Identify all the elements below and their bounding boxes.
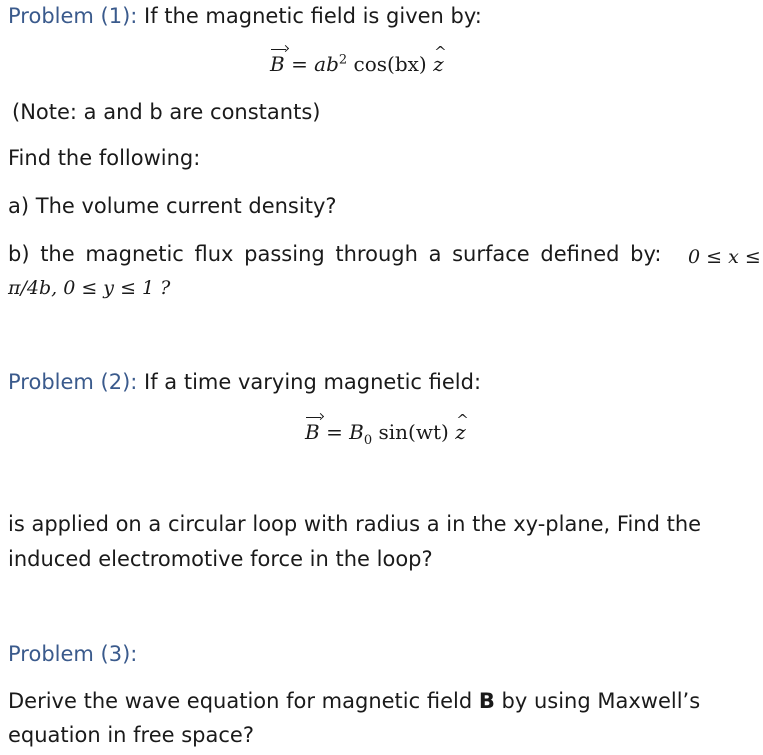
problem-3-bold-b: B [478,689,495,713]
problem-1-part-b-math1: 0 ≤ x ≤ [688,246,761,268]
problem-2-statement [8,370,481,394]
problem-1-heading: Problem (1): [8,4,138,28]
unit-vector-z: z ^ [433,52,444,76]
vector-b-symbol: B [270,52,285,76]
problem-1-equation [270,52,444,76]
part-b-math-clip [688,244,763,274]
equation-rhs-func: sin(wt) [372,420,456,444]
problem-1-part-a: a) The volume current density? [8,194,337,218]
problem-1-note: (Note: a and b are constants) [12,100,321,124]
equation-rhs-func: cos(bx) [347,52,434,76]
problem-1-statement [8,4,482,28]
problem-2-body-line1: is applied on a circular loop with radius a in the xy-plane, Find the [8,512,702,536]
equation-rhs-prefix: = ab [291,52,339,76]
problem-3-text-after: by using Maxwell’s [494,689,701,713]
problem-2-intro: If a time varying magnetic field: [137,370,482,394]
equation-rhs-prefix: = B [326,420,364,444]
unit-vector-z: z ^ [455,420,466,444]
problem-1-part-b-math2: π/4b, 0 ≤ y ≤ 1 ? [8,277,171,299]
problem-1-find: Find the following: [8,146,201,170]
problem-2-equation [305,420,466,448]
problem-1-part-b-line1: b) the magnetic flux passing through a surface defined by: [8,242,662,266]
problem-3-heading: Problem (3): [8,642,138,666]
problem-2-heading: Problem (2): [8,370,138,394]
problem-3-body-line1 [8,689,700,713]
vector-b-symbol: B [305,420,320,444]
problem-2-body-line2: induced electromotive force in the loop? [8,547,433,571]
problem-3-text-before: Derive the wave equation for magnetic field [8,689,479,713]
problem-1-intro: If the magnetic field is given by: [137,4,482,28]
equation-subscript: 0 [363,433,373,448]
problem-3-body-line2: equation in free space? [8,723,254,747]
equation-exponent: 2 [338,52,348,68]
